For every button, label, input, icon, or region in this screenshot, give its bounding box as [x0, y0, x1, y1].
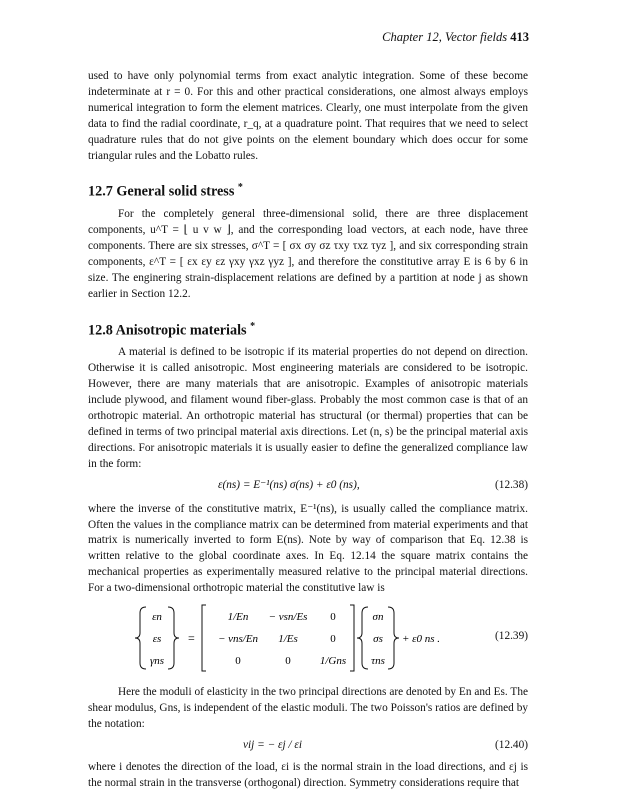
cell-0-0: 1/En [227, 611, 249, 624]
rhs-0: σn [372, 611, 384, 624]
equation-body: νij = − εj / εi [243, 738, 302, 751]
equation-number: (12.40) [495, 738, 528, 751]
chapter-title: Chapter 12, Vector fields [382, 30, 508, 44]
section-heading-12-8: 12.8 Anisotropic materials * [88, 320, 256, 339]
running-header [382, 30, 529, 45]
matrix-tail: + ε0 ns . [402, 633, 441, 646]
equals-sign: = [188, 631, 195, 646]
cell-1-1: 1/Es [278, 633, 298, 646]
lhs-2: γns [149, 655, 165, 668]
lhs-0: εn [152, 611, 162, 624]
footnote-star: * [237, 182, 243, 194]
equation-number: (12.38) [495, 478, 528, 491]
section-heading-12-7: 12.7 General solid stress * [88, 182, 243, 201]
cell-2-1: 0 [285, 655, 291, 668]
cell-0-2: 0 [330, 611, 336, 624]
paragraph-5: Here the moduli of elasticity in the two principal directions are denoted by En and Es. The shear modulus, Gns, is independent of the elastic moduli. The two Poisson's ratios are defined by the notation: [88, 686, 528, 730]
paragraph-3: A material is defined to be isotropic if its material properties do not depend on direction. Otherwise it is called anisotropic. Most engineering materials are considered to be isotropic. However, there are many materials that are anisotropic. Examples of anisotropic materials include plywood, and filament wound fiber-glass. Probably the most common case is that of an orthotropic material. An orthotropic material has structural (or thermal) properties that can be defined in terms of two principal material axis directions. Let (n, s) be the principal material axis directions. For anisotropic materials it is usually easier to define the generalized compliance law in the form: [88, 346, 528, 470]
equation-12-39 [88, 603, 528, 673]
body-text [88, 69, 528, 792]
paragraph-2: For the completely general three-dimensional solid, there are three displacement components, u^T = ⌊ u v w ⌋, and the corresponding load vectors, at each node, have three components. There are six stresses, σ^T = [ σx σy σz τxy τxz τyz ], and six corresponding strain components, ε^T = [ εx εy εz γxy γxz γyz ], and therefore the constitutive array E is 6 by 6 in size. The enginering strain-displacement relations are defined by a partition at node j as shown earlier in Section 12.2. [88, 208, 528, 300]
equation-body: ε(ns) = E⁻¹(ns) σ(ns) + ε0 (ns), [218, 478, 360, 491]
cell-2-2: 1/Gns [319, 655, 347, 668]
page-number: 413 [510, 30, 529, 44]
footnote-star: * [250, 320, 256, 332]
lhs-1: εs [152, 633, 162, 646]
rhs-1: σs [373, 633, 383, 646]
rhs-2: τns [371, 655, 385, 668]
paragraph-6: where i denotes the direction of the load, εi is the normal strain in the load directions, and εj is the normal strain in the transverse (orthogonal) direction. Symmetry considerations require that [88, 760, 528, 789]
equation-number: (12.39) [495, 630, 528, 643]
equation-12-40 [88, 738, 528, 756]
cell-1-2: 0 [330, 633, 336, 646]
paragraph-4: where the inverse of the constitutive matrix, E⁻¹(ns), is usually called the compliance matrix. Often the values in the compliance matrix can be determined from material experiments and that matrix is numerically inverted to form E(ns). Note by way of comparison that Eq. 12.38 is written relative to the global coordinate axes. In Eq. 12.14 the square matrix contains the mechanical properties as experimentally measured relative to the principal material directions. For a two-dimensional orthotropic material the constitutive law is [88, 502, 528, 595]
cell-1-0: − νns/En [217, 633, 259, 646]
cell-0-1: − νsn/Es [268, 611, 308, 624]
paragraph-1: used to have only polynomial terms from exact analytic integration. Some of these become indeterminate at r = 0. For this and other practical considerations, one almost always employs numerical integration to form the element matrices. Clearly, one must interpolate from the given data to find the radial coordinate, r_q, at a quadrature point. That requires that we need to select quadrature rules that do not give points on the element boundary which does occur for some triangular rules and the Lobatto rules. [88, 70, 528, 162]
matrix-equation-graphic [88, 603, 448, 673]
equation-12-38 [88, 478, 528, 496]
cell-2-0: 0 [235, 655, 241, 668]
